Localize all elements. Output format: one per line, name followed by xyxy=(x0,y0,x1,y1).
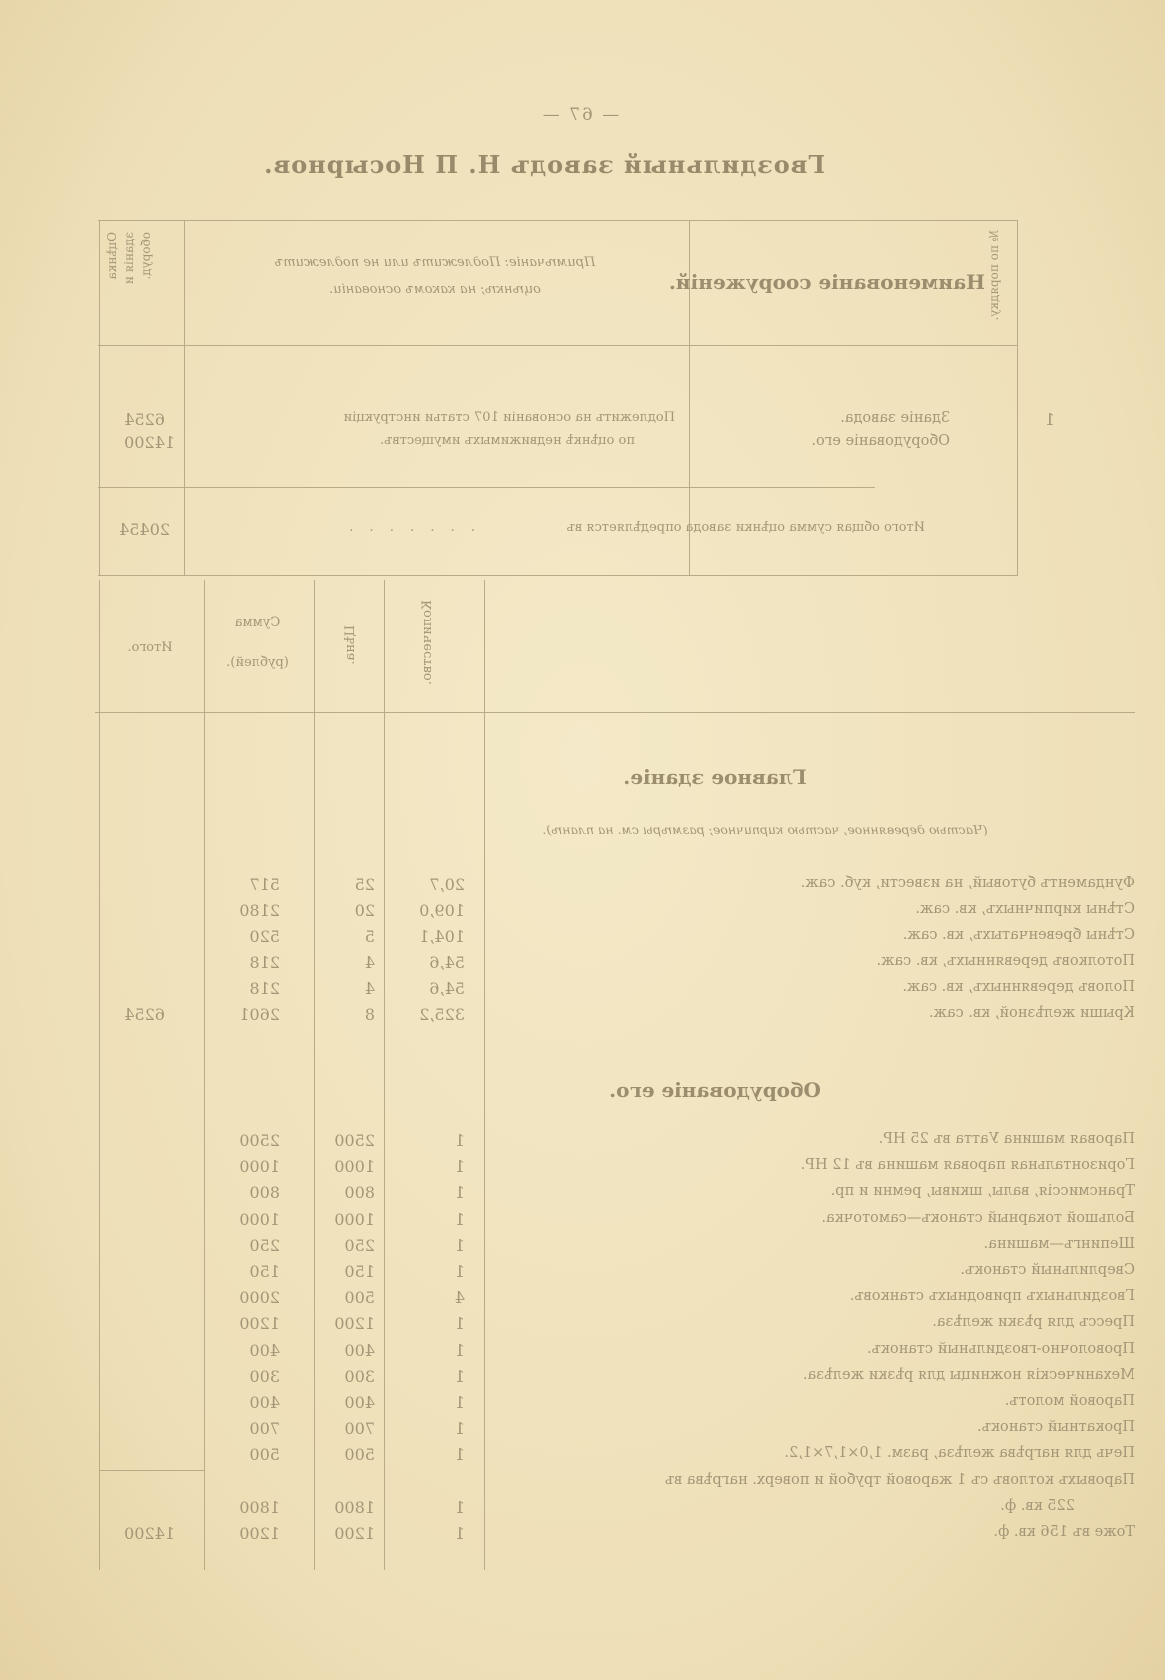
item-price: 5 xyxy=(364,927,375,946)
item-sum: 400 xyxy=(249,1393,280,1412)
item-quantity: 325,2 xyxy=(419,1005,465,1024)
item-quantity: 1 xyxy=(454,1235,465,1255)
item-price: 250 xyxy=(344,1235,375,1255)
detail-col-divider-sum xyxy=(314,580,315,1570)
col-header-total: Итого. xyxy=(127,640,173,655)
total-value: 20454 xyxy=(119,520,170,539)
item-price: 400 xyxy=(344,1393,375,1412)
item-quantity: 1 xyxy=(454,1393,465,1412)
detail-col-divider-qty xyxy=(484,580,485,1570)
col-header-value-line2: зданія и xyxy=(122,232,136,285)
item-quantity: 54,6 xyxy=(429,953,465,972)
row-value-2: 14200 xyxy=(124,433,175,452)
item-label: Прессъ для рѣзки желѣза. xyxy=(932,1314,1135,1331)
top-table-col-divider-2 xyxy=(184,220,185,575)
col-header-price: Цѣна. xyxy=(343,625,358,665)
detail-header-border xyxy=(95,712,1135,713)
row-note-line2: по оцѣнкѣ недвижимыхъ имуществъ. xyxy=(380,433,635,448)
col-header-qty: Количество. xyxy=(420,600,435,685)
item-price: 1000 xyxy=(334,1157,375,1177)
col-header-note-line1: Примѣчаніе: Подлежитъ или не подлежитъ xyxy=(274,255,596,270)
item-sum: 1800 xyxy=(239,1497,280,1517)
item-label: 225 кв. ф. xyxy=(1000,1497,1075,1514)
top-table-row-border xyxy=(98,487,875,488)
item-price: 4 xyxy=(364,953,375,972)
detail-col-divider-total xyxy=(204,580,205,1570)
item-label: Паровой молотъ. xyxy=(1004,1393,1135,1409)
top-table-right-border xyxy=(99,220,100,575)
equipment-subtotal: 14200 xyxy=(124,1524,175,1543)
item-price: 500 xyxy=(344,1288,375,1308)
item-label: Фундаментъ бутовый, на извести, куб. саж. xyxy=(800,875,1135,891)
row-number: 1 xyxy=(1044,410,1055,429)
item-price: 4 xyxy=(364,979,375,998)
item-label: Стѣны бревенчатыхъ, кв. саж. xyxy=(902,927,1135,943)
row-name-line2: Оборудованіе его. xyxy=(811,433,950,449)
item-label: Сверлильный станокъ. xyxy=(960,1262,1135,1278)
item-price: 20 xyxy=(354,901,375,920)
item-sum: 2500 xyxy=(239,1131,280,1150)
item-price: 1800 xyxy=(334,1497,375,1517)
item-sum: 250 xyxy=(249,1235,280,1255)
item-label: Гвоздильныхъ приводныхъ станковъ. xyxy=(849,1288,1135,1305)
row-note-line1: Подлежитъ на основаніи 107 статьи инструкціи xyxy=(343,410,675,425)
item-quantity: 1 xyxy=(454,1340,465,1360)
item-quantity: 4 xyxy=(454,1288,465,1308)
item-quantity: 1 xyxy=(454,1157,465,1177)
col-header-note-line2: оцѣнкѣ; на какомъ основаніи. xyxy=(329,282,541,297)
detail-col-divider-price xyxy=(384,580,385,1570)
item-quantity: 1 xyxy=(454,1419,465,1439)
item-sum: 2000 xyxy=(239,1288,280,1308)
item-sum: 500 xyxy=(249,1445,280,1465)
item-label: Механическія ножницы для рѣзки желѣза. xyxy=(802,1366,1135,1383)
item-sum: 300 xyxy=(249,1366,280,1386)
item-sum: 150 xyxy=(249,1262,280,1281)
detail-right-border xyxy=(99,580,100,1570)
detail-subtotal-line xyxy=(100,1470,205,1471)
section-building-note: (Частью деревянное, частью кирпичное; размѣры см. на планѣ). xyxy=(542,822,988,837)
total-dots: . . . . . . . xyxy=(343,520,475,535)
item-quantity: 1 xyxy=(454,1366,465,1386)
item-sum: 517 xyxy=(249,875,280,894)
item-label: Большой токарный станокъ—самоточка. xyxy=(821,1209,1135,1226)
item-label: Потолковъ деревянныхъ, кв. саж. xyxy=(876,953,1135,969)
item-quantity: 1 xyxy=(454,1131,465,1150)
col-header-value-line1: Оцѣнка xyxy=(105,232,119,280)
item-quantity: 1 xyxy=(454,1209,465,1229)
top-table-top-border xyxy=(98,220,1018,221)
top-table-left-border xyxy=(1017,220,1018,575)
item-price: 1200 xyxy=(334,1524,375,1543)
item-sum: 520 xyxy=(249,927,280,946)
col-header-sum-line1: Сумма xyxy=(234,615,281,630)
section-building-heading: Главное зданіе. xyxy=(623,765,807,789)
item-sum: 400 xyxy=(249,1340,280,1360)
item-price: 8 xyxy=(364,1005,375,1024)
item-label: Шепингъ—машина. xyxy=(983,1235,1135,1252)
item-sum: 700 xyxy=(249,1419,280,1439)
row-value-1: 6254 xyxy=(124,410,165,429)
row-name-line1: Зданіе завода. xyxy=(840,410,950,426)
item-sum: 1200 xyxy=(239,1314,280,1334)
section-equipment-heading: Оборудованіе его. xyxy=(609,1078,821,1102)
item-price: 300 xyxy=(344,1366,375,1386)
item-label: Горизонтальная паровая машина въ 12 НР. xyxy=(800,1157,1135,1174)
item-price: 500 xyxy=(344,1445,375,1465)
item-quantity: 1 xyxy=(454,1497,465,1517)
item-label: Трансмиссія, валы, шкивы, ремни и пр. xyxy=(830,1183,1135,1200)
item-quantity: 1 xyxy=(454,1445,465,1465)
item-quantity: 1 xyxy=(454,1183,465,1203)
item-sum: 2180 xyxy=(239,901,280,920)
top-table-header-border xyxy=(98,345,1018,346)
building-subtotal: 6254 xyxy=(124,1005,165,1024)
item-sum: 1000 xyxy=(239,1209,280,1229)
item-quantity: 1 xyxy=(454,1262,465,1281)
item-sum: 218 xyxy=(249,979,280,998)
item-sum: 2601 xyxy=(239,1005,280,1024)
item-price: 400 xyxy=(344,1340,375,1360)
item-quantity: 54,6 xyxy=(429,979,465,998)
item-price: 1200 xyxy=(334,1314,375,1334)
page-title: Гвоздильный заводъ Н. П Носырнов. xyxy=(263,150,825,179)
item-sum: 800 xyxy=(249,1183,280,1203)
item-price: 1000 xyxy=(334,1209,375,1229)
item-sum: 218 xyxy=(249,953,280,972)
item-price: 25 xyxy=(354,875,375,894)
total-label: Итого общая сумма оцѣнки завода опредѣляется въ xyxy=(566,520,925,535)
col-header-number: № по порядку. xyxy=(987,230,1001,321)
page-number: — 67 — xyxy=(540,105,620,125)
item-sum: 1200 xyxy=(239,1524,280,1543)
top-table-bottom-border xyxy=(98,575,1018,576)
item-label: Крыши желѣзной, кв. саж. xyxy=(928,1005,1135,1021)
col-header-name: Наименованіе сооруженій. xyxy=(668,270,985,294)
item-label: Паровая машина Уатта въ 25 НР. xyxy=(878,1131,1135,1147)
item-quantity: 1 xyxy=(454,1524,465,1543)
item-sum: 1000 xyxy=(239,1157,280,1177)
item-price: 150 xyxy=(344,1262,375,1281)
col-header-value-line3: оборуд. xyxy=(139,232,153,280)
item-label: Паровыхъ котловъ съ 1 жаровой трубой и поверх. нагрѣва въ xyxy=(664,1471,1135,1488)
item-quantity: 104,1 xyxy=(419,927,465,946)
item-quantity: 20,7 xyxy=(429,875,465,894)
item-label: Стѣны кирпичныхъ, кв. саж. xyxy=(915,901,1135,917)
item-label: Прокатный станокъ. xyxy=(977,1419,1135,1436)
item-label: Проволочно-гвоздильный станокъ. xyxy=(866,1340,1135,1357)
item-quantity: 109,0 xyxy=(419,901,465,920)
col-header-sum-line2: (рублей). xyxy=(226,655,289,670)
item-price: 700 xyxy=(344,1419,375,1439)
item-price: 2500 xyxy=(334,1131,375,1150)
item-price: 800 xyxy=(344,1183,375,1203)
item-quantity: 1 xyxy=(454,1314,465,1334)
item-label: Печь для нагрѣва желѣза, разм. 1,0×1,7×1,2. xyxy=(784,1445,1135,1462)
item-label: Половъ деревянныхъ, кв. саж. xyxy=(902,979,1135,995)
item-label: Тоже въ 156 кв. ф. xyxy=(993,1524,1135,1540)
